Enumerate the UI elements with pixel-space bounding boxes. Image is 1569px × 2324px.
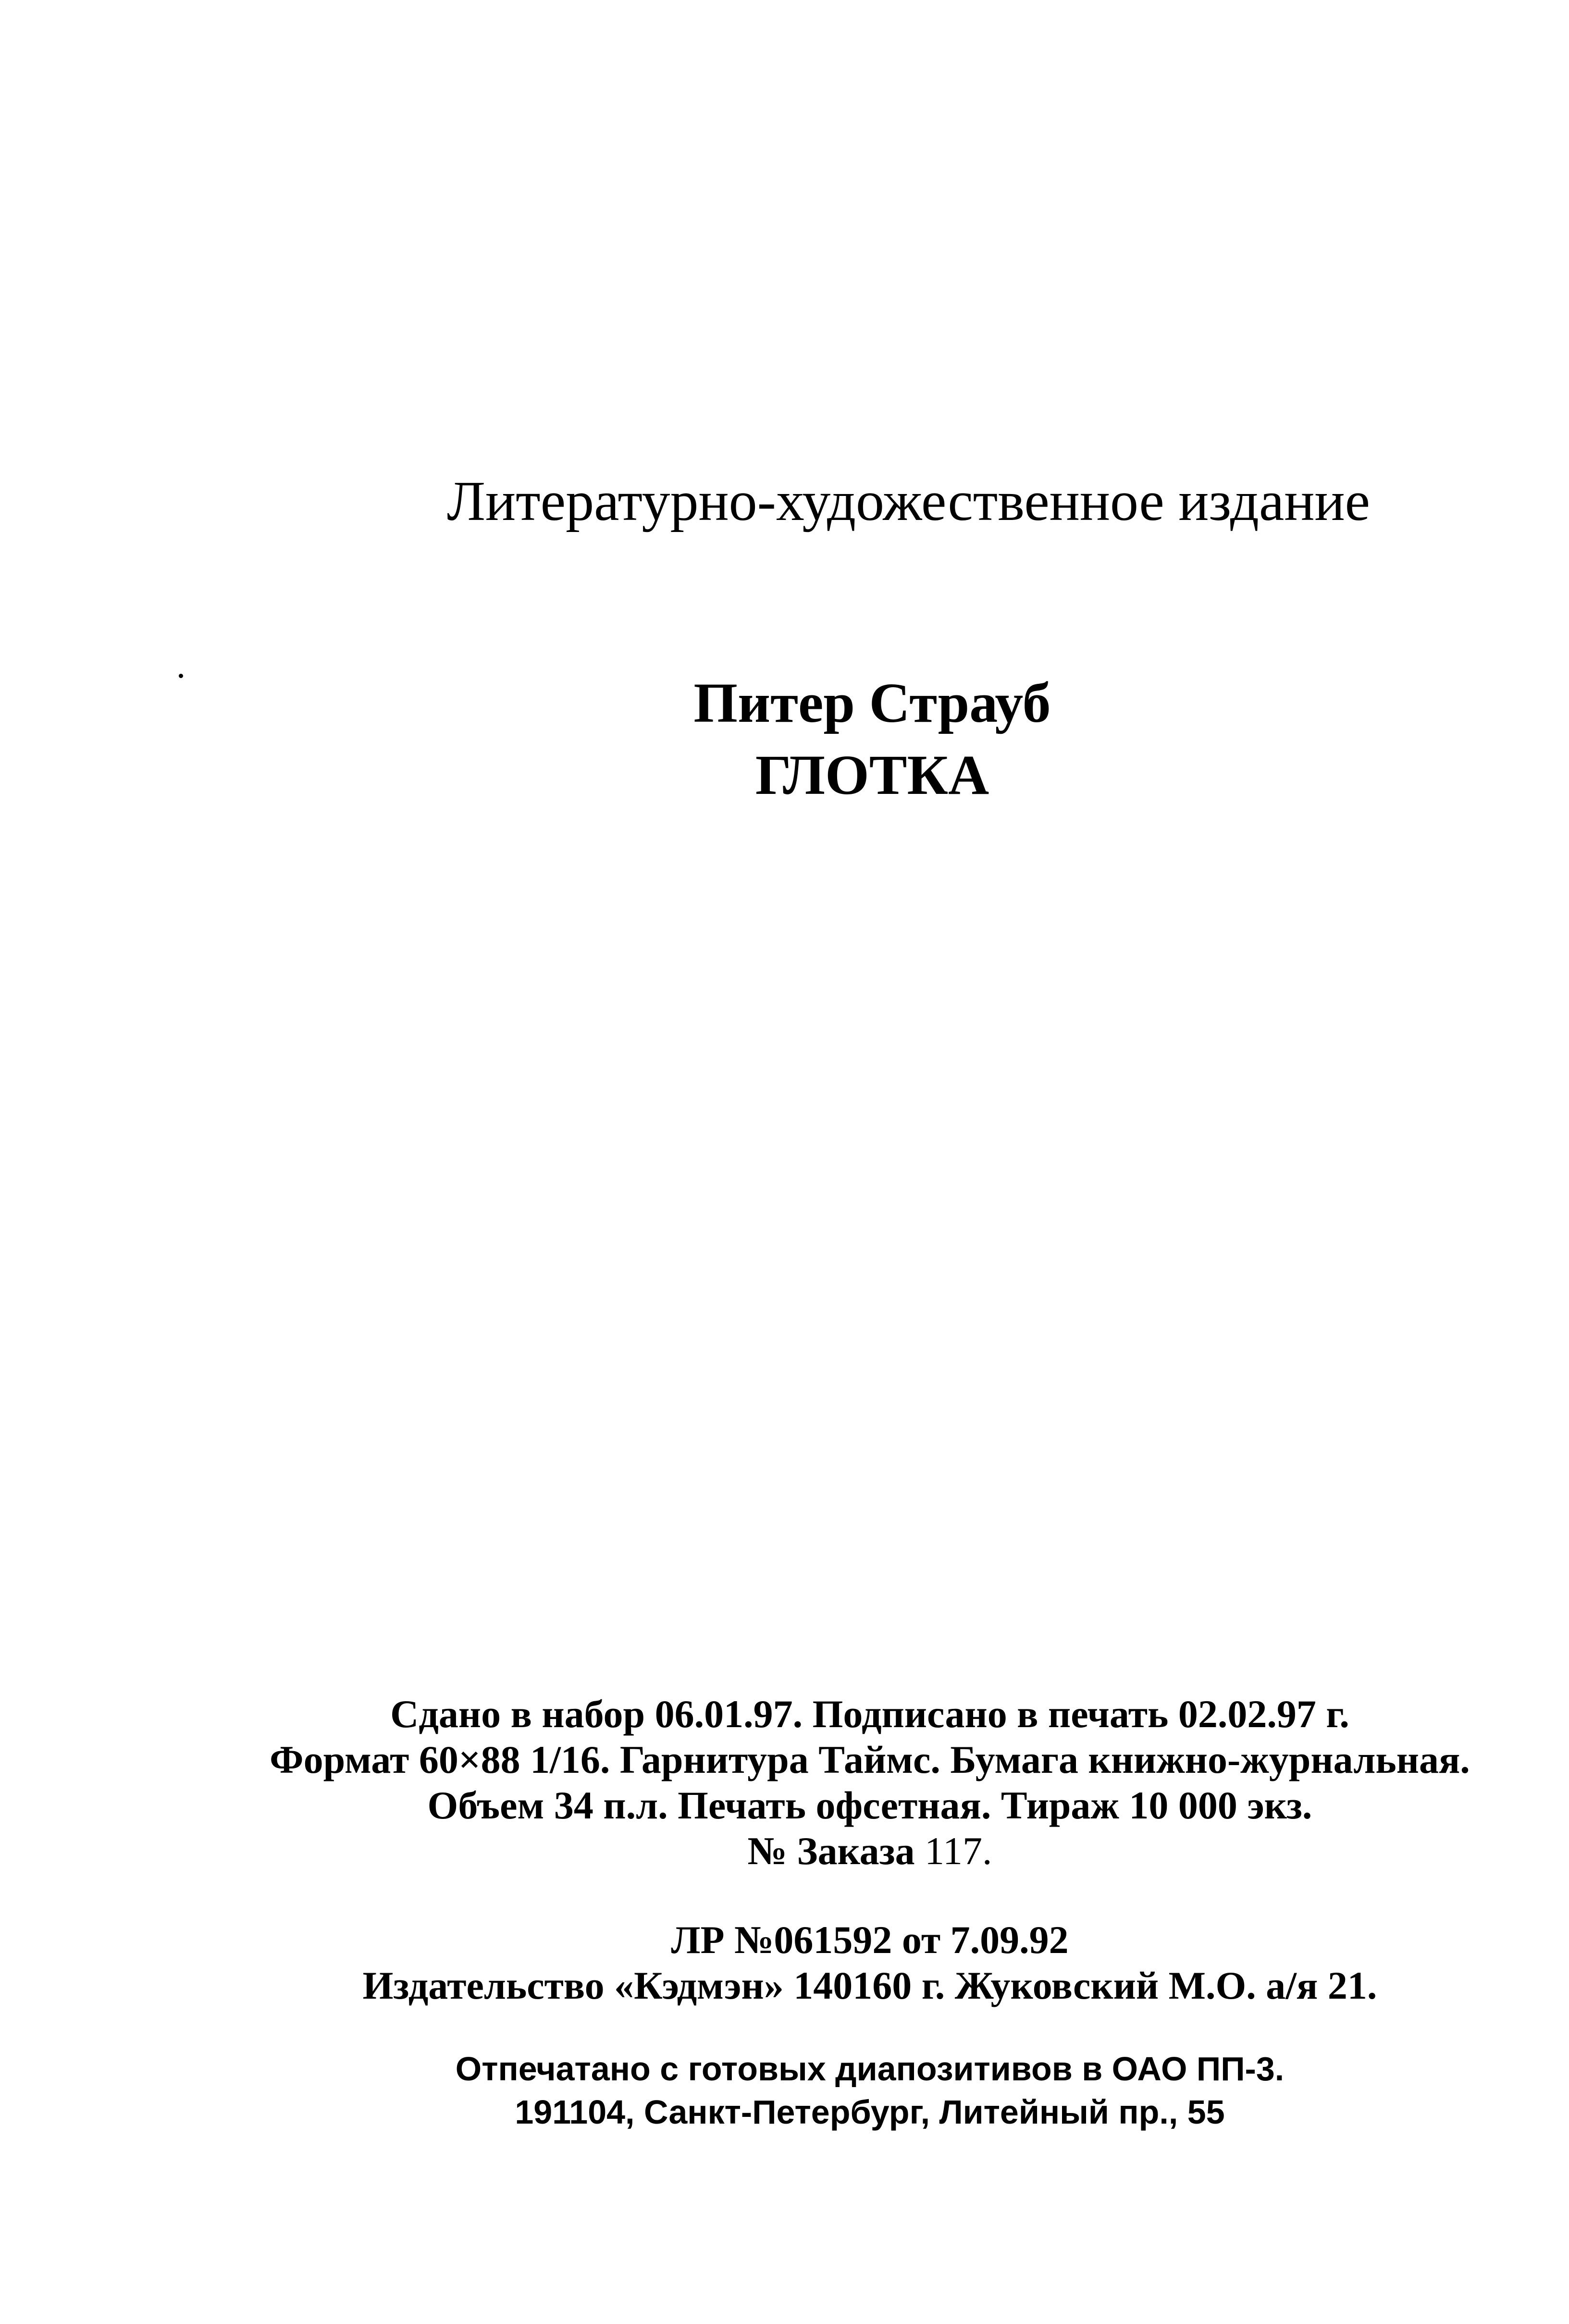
order-line bbox=[269, 1829, 1470, 1874]
imprint-line-2: Формат 60×88 1/16. Гарнитура Таймс. Бумага книжно-журнальная. bbox=[270, 1738, 1470, 1781]
imprint-line-1: Сдано в набор 06.01.97. Подписано в печать 02.02.97 г. bbox=[390, 1692, 1349, 1736]
stray-dot bbox=[179, 674, 183, 678]
printer-line-2: 191104, Санкт-Петербург, Литейный пр., 55 bbox=[515, 2093, 1225, 2131]
order-label: № Заказа bbox=[747, 1829, 915, 1873]
edition-type: Литературно-художественное издание bbox=[447, 470, 1371, 532]
publisher-address: Издательство «Кэдмэн» 140160 г. Жуковский М.О. а/я 21. bbox=[362, 1964, 1377, 2007]
order-number: 117. bbox=[925, 1829, 992, 1873]
imprint-line-3: Объем 34 п.л. Печать офсетная. Тираж 10 000 экз. bbox=[427, 1783, 1312, 1827]
book-author: Питер Страуб bbox=[693, 671, 1051, 734]
publisher-license: ЛР №061592 от 7.09.92 bbox=[671, 1918, 1069, 1962]
printer-line-1: Отпечатано с готовых диапозитивов в ОАО ПП-3. bbox=[455, 2050, 1285, 2088]
book-title: ГЛОТКА bbox=[755, 743, 989, 806]
